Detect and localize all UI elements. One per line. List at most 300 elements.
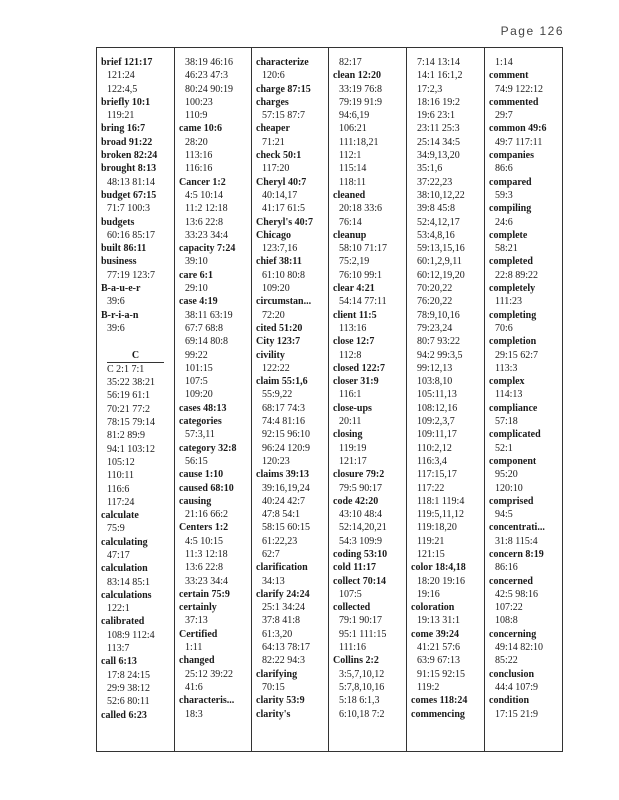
- index-reference: 39:6: [107, 322, 125, 334]
- index-reference: 121:24: [107, 70, 135, 82]
- index-reference: 64:13 78:17: [262, 642, 311, 654]
- index-reference: 52:14,20,21: [339, 522, 387, 534]
- index-reference: 52:4,12,17: [417, 216, 460, 228]
- index-reference: 41:21 57:6: [417, 642, 461, 654]
- index-reference: 107:5: [339, 588, 362, 600]
- index-reference: 18:3: [185, 708, 203, 720]
- index-reference: 122:1: [107, 603, 130, 615]
- index-reference: 109:20: [262, 283, 290, 295]
- index-term: completely: [489, 283, 536, 295]
- index-reference: 60:1,2,9,11: [417, 256, 462, 268]
- index-reference: 79:23,24: [417, 322, 453, 334]
- index-reference: 110:11: [107, 470, 135, 482]
- index-reference: 119:2: [417, 681, 440, 693]
- index-term: complicated: [489, 429, 541, 441]
- index-term: clarity 53:9: [256, 695, 305, 707]
- index-term: common 49:6: [489, 123, 547, 135]
- index-term: concentrati...: [489, 522, 545, 534]
- index-column: [174, 48, 252, 751]
- index-term: certain 75:9: [179, 588, 230, 600]
- index-reference: 22:8 89:22: [495, 269, 539, 281]
- index-reference: 122:22: [262, 362, 290, 374]
- index-reference: 7:14 13:14: [417, 57, 461, 68]
- index-reference: 79:19 91:9: [339, 96, 383, 108]
- index-term: compliance: [489, 402, 538, 414]
- index-reference: 82:22 94:3: [262, 655, 306, 667]
- index-reference: 39:10: [185, 256, 208, 268]
- index-reference: 119:21: [107, 110, 135, 122]
- index-reference: 119:18,20: [417, 522, 457, 534]
- index-term: characterize: [256, 57, 309, 68]
- index-reference: 3:5,7,10,12: [339, 668, 385, 680]
- index-reference: 117:15,17: [417, 469, 457, 481]
- index-reference: 35:22 38:21: [107, 377, 156, 389]
- index-reference: 118:1 119:4: [417, 495, 465, 507]
- index-reference: 38:10,12,22: [417, 189, 465, 201]
- index-term: budget 67:15: [101, 189, 157, 201]
- index-reference: 55:9,22: [262, 389, 293, 401]
- index-reference: 60:12,19,20: [417, 269, 465, 281]
- index-reference: 19:16: [417, 588, 440, 600]
- index-term: Chicago: [256, 229, 291, 241]
- index-reference: 99:12,13: [417, 362, 453, 374]
- index-reference: 94:6,19: [339, 110, 370, 122]
- index-term: Cheryl 40:7: [256, 176, 307, 188]
- index-reference: 114:13: [495, 389, 523, 401]
- index-term: categories: [179, 416, 222, 428]
- index-reference: 29:15 62:7: [495, 349, 539, 361]
- index-reference: 17:15 21:9: [495, 708, 539, 720]
- index-reference: 80:24 90:19: [185, 83, 234, 95]
- index-reference: 37:22,23: [417, 176, 453, 188]
- index-term: clarify 24:24: [256, 588, 310, 600]
- index-term: bring 16:7: [101, 123, 146, 135]
- index-term: cold 11:17: [333, 562, 377, 574]
- index-reference: 95:1 111:15: [339, 628, 387, 640]
- index-reference: 119:19: [339, 442, 367, 454]
- index-term: Collins 2:2: [333, 655, 379, 667]
- index-reference: 92:15 96:10: [262, 429, 311, 441]
- index-reference: 69:14 80:8: [185, 336, 229, 348]
- index-frame: [96, 47, 563, 752]
- index-reference: 86:16: [495, 562, 518, 574]
- index-term: comes 118:24: [411, 695, 468, 707]
- index-term: called 6:23: [101, 709, 147, 721]
- index-reference: 1:14: [495, 57, 513, 68]
- index-reference: 25:1 34:24: [262, 602, 306, 614]
- index-reference: 53:4,8,16: [417, 229, 455, 241]
- index-term: comprised: [489, 495, 534, 507]
- index-reference: 78:9,10,16: [417, 309, 460, 321]
- index-term: completing: [489, 309, 537, 321]
- index-reference: 123:7,16: [262, 243, 298, 255]
- index-reference: 76:14: [339, 216, 362, 228]
- index-reference: 113:3: [495, 362, 518, 374]
- index-term: business: [101, 256, 137, 268]
- index-reference: 70:21 77:2: [107, 403, 151, 415]
- index-reference: 41:6: [185, 681, 203, 693]
- index-term: came 10:6: [179, 123, 223, 135]
- index-reference: 115:14: [339, 163, 367, 175]
- index-reference: 79:5 90:17: [339, 482, 383, 494]
- index-reference: 105:11,13: [417, 389, 457, 401]
- index-reference: 31:8 115:4: [495, 535, 538, 547]
- index-reference: 37:13: [185, 615, 208, 627]
- index-term: compared: [489, 176, 532, 188]
- index-column: [97, 48, 174, 751]
- index-reference: 107:5: [185, 376, 208, 388]
- index-term: closing: [333, 429, 363, 441]
- index-reference: 29:9 38:12: [107, 682, 151, 694]
- index-reference: 106:21: [339, 123, 367, 135]
- index-column: [406, 48, 484, 751]
- index-reference: 120:6: [262, 70, 285, 82]
- index-reference: 18:20 19:16: [417, 575, 466, 587]
- index-term: charge 87:15: [256, 83, 311, 95]
- index-reference: 60:16 85:17: [107, 229, 156, 241]
- index-term: Cancer 1:2: [179, 176, 226, 188]
- index-reference: 71:21: [262, 136, 285, 148]
- index-reference: 77:19 123:7: [107, 269, 156, 281]
- index-reference: 121:15: [417, 548, 445, 560]
- index-reference: 34:9,13,20: [417, 150, 460, 162]
- index-reference: 85:22: [495, 655, 518, 667]
- index-reference: 99:22: [185, 349, 208, 361]
- index-reference: 17:2,3: [417, 83, 443, 95]
- index-reference: 112:8: [339, 349, 362, 361]
- index-reference: 116:1: [339, 389, 362, 401]
- index-reference: 94:1 103:12: [107, 443, 156, 455]
- index-term: caused 68:10: [179, 482, 234, 494]
- index-term: care 6:1: [179, 269, 213, 281]
- index-term: claim 55:1,6: [256, 376, 308, 388]
- page-number: Page 126: [500, 24, 564, 38]
- index-term: chief 38:11: [256, 256, 302, 268]
- index-reference: 33:23 34:4: [185, 229, 229, 241]
- index-term: calibrated: [101, 616, 145, 628]
- index-reference: 40:14,17: [262, 189, 298, 201]
- index-reference: 48:13 81:14: [107, 176, 156, 188]
- index-reference: 29:7: [495, 110, 513, 122]
- index-reference: 5:7,8,10,16: [339, 681, 385, 693]
- index-reference: 101:15: [185, 362, 213, 374]
- index-column: [251, 48, 329, 751]
- index-reference: 40:24 42:7: [262, 495, 306, 507]
- index-term: color 18:4,18: [411, 562, 466, 574]
- index-term: commencing: [411, 708, 465, 720]
- index-term: Cheryl's 40:7: [256, 216, 313, 228]
- index-reference: 108:12,16: [417, 402, 458, 414]
- index-reference: 19:6 23:1: [417, 110, 456, 122]
- index-reference: 70:15: [262, 681, 285, 693]
- index-term: budgets: [101, 216, 135, 228]
- index-reference: 109:20: [185, 389, 213, 401]
- index-reference: 6:10,18 7:2: [339, 708, 385, 720]
- index-reference: 41:17 61:5: [262, 203, 306, 215]
- index-term: collected: [333, 602, 371, 614]
- index-term: close-ups: [333, 402, 372, 414]
- index-reference: 117:22: [417, 482, 445, 494]
- index-term: component: [489, 455, 537, 467]
- index-reference: 110:2,12: [417, 442, 452, 454]
- index-reference: 14:1 16:1,2: [417, 70, 463, 82]
- index-term: clarity's: [256, 708, 291, 720]
- index-term: broken 82:24: [101, 150, 158, 162]
- index-reference: 116:3,4: [417, 455, 447, 467]
- index-term: clarification: [256, 562, 308, 574]
- index-term: causing: [179, 495, 212, 507]
- index-term: compiling: [489, 203, 532, 215]
- index-reference: 46:23 47:3: [185, 70, 229, 82]
- index-reference: 118:11: [339, 176, 367, 188]
- index-reference: 49:14 82:10: [495, 642, 544, 654]
- index-reference: 100:23: [185, 96, 213, 108]
- index-reference: [101, 335, 170, 348]
- index-term: companies: [489, 150, 534, 162]
- index-reference: 58:21: [495, 243, 518, 255]
- index-reference: 117:20: [262, 163, 290, 175]
- index-term: clean 12:20: [333, 70, 382, 82]
- index-reference: 29:10: [185, 283, 208, 295]
- index-reference: 62:7: [262, 548, 280, 560]
- index-reference: 21:16 66:2: [185, 509, 229, 521]
- index-reference: 23:11 25:3: [417, 123, 460, 135]
- index-reference: 4:5 10:14: [185, 189, 224, 201]
- index-reference: 111:23: [495, 296, 523, 308]
- index-term: calculation: [101, 563, 148, 575]
- index-reference: 17:8 24:15: [107, 669, 151, 681]
- index-reference: 56:15: [185, 455, 208, 467]
- index-reference: 13:6 22:8: [185, 562, 224, 574]
- index-reference: 96:24 120:9: [262, 442, 311, 454]
- index-term: certainly: [179, 602, 217, 614]
- index-reference: 39:8 45:8: [417, 203, 456, 215]
- index-reference: 81:2 89:9: [107, 430, 146, 442]
- index-reference: 43:10 48:4: [339, 509, 383, 521]
- index-term: case 4:19: [179, 296, 218, 308]
- index-reference: 58:15 60:15: [262, 522, 311, 534]
- index-term: cases 48:13: [179, 402, 227, 414]
- index-reference: 58:10 71:17: [339, 243, 388, 255]
- index-reference: 61:10 80:8: [262, 269, 306, 281]
- index-reference: 113:7: [107, 643, 130, 655]
- index-column: [484, 48, 562, 751]
- index-term: briefly 10:1: [101, 96, 151, 108]
- index-term: calculating: [101, 536, 148, 548]
- index-term: clarifying: [256, 668, 298, 680]
- index-reference: 1:11: [185, 642, 203, 654]
- index-reference: 107:22: [495, 602, 523, 614]
- index-reference: 120:23: [262, 455, 290, 467]
- index-reference: 116:6: [107, 483, 130, 495]
- index-term: conclusion: [489, 668, 535, 680]
- index-reference: 5:18 6:1,3: [339, 695, 380, 707]
- index-reference: 39:6: [107, 296, 125, 308]
- index-reference: 108:9 112:4: [107, 629, 155, 641]
- index-term: characteris...: [179, 695, 235, 707]
- index-reference: 37:8 41:8: [262, 615, 301, 627]
- index-term: completion: [489, 336, 537, 348]
- index-reference: 11:2 12:18: [185, 203, 228, 215]
- index-reference: 121:17: [339, 455, 367, 467]
- index-reference: 112:1: [339, 150, 362, 162]
- index-reference: 71:7 100:3: [107, 203, 151, 215]
- index-reference: 116:16: [185, 163, 213, 175]
- index-reference: 78:15 79:14: [107, 417, 156, 429]
- index-reference: 76:10 99:1: [339, 269, 383, 281]
- index-reference: 25:12 39:22: [185, 668, 234, 680]
- index-reference: 117:24: [107, 496, 135, 508]
- index-term: closer 31:9: [333, 376, 379, 388]
- index-reference: 67:7 68:8: [185, 322, 224, 334]
- index-reference: 76:20,22: [417, 296, 453, 308]
- index-reference: 35:1,6: [417, 163, 443, 175]
- index-reference: 95:20: [495, 469, 518, 481]
- index-term: capacity 7:24: [179, 243, 236, 255]
- index-reference: 105:12: [107, 456, 135, 468]
- index-term: civility: [256, 349, 285, 361]
- index-reference: 38:19 46:16: [185, 57, 234, 68]
- index-reference: 59:13,15,16: [417, 243, 465, 255]
- index-term: come 39:24: [411, 628, 460, 640]
- index-reference: 47:8 54:1: [262, 509, 301, 521]
- index-term: closure 79:2: [333, 469, 385, 481]
- index-term: concern 8:19: [489, 548, 544, 560]
- index-reference: 103:8,10: [417, 376, 453, 388]
- index-term: concerning: [489, 628, 537, 640]
- index-reference: 57:3,11: [185, 429, 215, 441]
- index-term: commented: [489, 96, 539, 108]
- index-term: closed 122:7: [333, 362, 385, 374]
- index-reference: 122:4,5: [107, 83, 138, 95]
- index-reference: 74:4 81:16: [262, 416, 306, 428]
- index-term: B-a-u-e-r: [101, 283, 141, 295]
- index-reference: 79:1 90:17: [339, 615, 383, 627]
- index-reference: 91:15 92:15: [417, 668, 466, 680]
- index-term: B-r-i-a-n: [101, 309, 139, 321]
- index-term: claims 39:13: [256, 469, 310, 481]
- index-term: collect 70:14: [333, 575, 387, 587]
- index-term: complex: [489, 376, 525, 388]
- index-reference: 70:20,22: [417, 283, 453, 295]
- index-reference: 56:19 61:1: [107, 390, 151, 402]
- index-reference: 33:19 76:8: [339, 83, 383, 95]
- index-reference: 20:11: [339, 416, 362, 428]
- index-term: changed: [179, 655, 215, 667]
- index-term: built 86:11: [101, 243, 147, 255]
- index-term: coloration: [411, 602, 455, 614]
- index-reference: 59:3: [495, 189, 513, 201]
- index-term: code 42:20: [333, 495, 379, 507]
- index-reference: 54:14 77:11: [339, 296, 387, 308]
- index-term: cheaper: [256, 123, 290, 135]
- index-term: charges: [256, 96, 289, 108]
- index-reference: 49:7 117:11: [495, 136, 543, 148]
- index-reference: 80:7 93:22: [417, 336, 461, 348]
- index-reference: 74:9 122:12: [495, 83, 544, 95]
- index-term: calculations: [101, 589, 152, 601]
- index-reference: 94:2 99:3,5: [417, 349, 463, 361]
- index-reference: 61:22,23: [262, 535, 298, 547]
- index-term: condition: [489, 695, 530, 707]
- index-reference: 47:17: [107, 549, 130, 561]
- index-term: cleaned: [333, 189, 366, 201]
- index-reference: 111:18,21: [339, 136, 379, 148]
- index-reference: 13:6 22:8: [185, 216, 224, 228]
- index-reference: 61:3,20: [262, 628, 293, 640]
- index-reference: 86:6: [495, 163, 513, 175]
- index-term: complete: [489, 229, 528, 241]
- index-term: calculate: [101, 510, 139, 522]
- index-term: City 123:7: [256, 336, 301, 348]
- index-reference: 119:21: [417, 535, 445, 547]
- index-term: call 6:13: [101, 656, 137, 668]
- index-term: cited 51:20: [256, 322, 303, 334]
- index-reference: 57:15 87:7: [262, 110, 306, 122]
- index-reference: C 2:1 7:1: [107, 363, 145, 375]
- index-term: broad 91:22: [101, 136, 153, 148]
- index-reference: 119:5,11,12: [417, 509, 465, 521]
- index-reference: 20:18 33:6: [339, 203, 383, 215]
- index-reference: 24:6: [495, 216, 513, 228]
- index-reference: 52:1: [495, 442, 513, 454]
- index-term: cleanup: [333, 229, 367, 241]
- index-reference: 42:5 98:16: [495, 588, 539, 600]
- index-reference: 18:16 19:2: [417, 96, 461, 108]
- index-reference: 44:4 107:9: [495, 681, 539, 693]
- index-reference: 113:16: [185, 150, 213, 162]
- index-reference: 70:6: [495, 322, 513, 334]
- index-reference: 109:11,17: [417, 429, 457, 441]
- index-reference: 75:9: [107, 523, 125, 535]
- index-reference: 19:13 31:1: [417, 615, 461, 627]
- index-term: circumstan...: [256, 296, 312, 308]
- index-term: comment: [489, 70, 529, 82]
- index-reference: 33:23 34:4: [185, 575, 229, 587]
- index-reference: 11:3 12:18: [185, 548, 228, 560]
- index-reference: 54:3 109:9: [339, 535, 383, 547]
- index-reference: 111:16: [339, 642, 367, 654]
- index-reference: 38:11 63:19: [185, 309, 233, 321]
- index-term: clear 4:21: [333, 283, 375, 295]
- index-reference: 72:20: [262, 309, 285, 321]
- index-reference: 82:17: [339, 57, 362, 68]
- index-reference: 4:5 10:15: [185, 535, 224, 547]
- index-term: concerned: [489, 575, 533, 587]
- index-term: completed: [489, 256, 533, 268]
- index-reference: 25:14 34:5: [417, 136, 461, 148]
- index-column: [328, 48, 406, 751]
- index-reference: 39:16,19,24: [262, 482, 310, 494]
- index-term: client 11:5: [333, 309, 377, 321]
- index-reference: 83:14 85:1: [107, 576, 151, 588]
- index-reference: 94:5: [495, 509, 513, 521]
- index-reference: 28:20: [185, 136, 208, 148]
- index-reference: 68:17 74:3: [262, 402, 306, 414]
- index-reference: 57:18: [495, 416, 518, 428]
- index-term: check 50:1: [256, 150, 302, 162]
- index-term: brief 121:17: [101, 57, 153, 68]
- index-reference: 52:6 80:11: [107, 696, 150, 708]
- index-reference: 120:10: [495, 482, 523, 494]
- index-reference: 34:13: [262, 575, 285, 587]
- index-reference: 113:16: [339, 322, 367, 334]
- index-term: close 12:7: [333, 336, 375, 348]
- index-term: cause 1:10: [179, 469, 224, 481]
- index-term: Certified: [179, 628, 218, 640]
- index-reference: 75:2,19: [339, 256, 370, 268]
- index-term: coding 53:10: [333, 548, 388, 560]
